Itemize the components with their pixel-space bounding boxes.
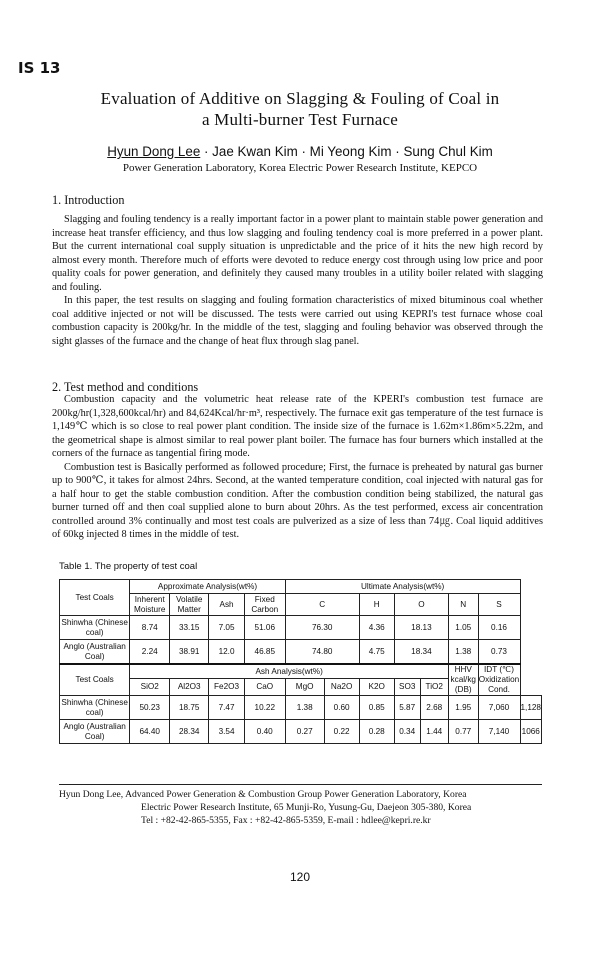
cell: 0.73 — [478, 640, 520, 665]
header-test-coals: Test Coals — [60, 664, 130, 696]
cell: 0.77 — [448, 720, 478, 744]
cell: 0.60 — [324, 696, 359, 720]
author-list — [40, 144, 560, 159]
col-header: CaO — [244, 679, 285, 696]
paragraph: In this paper, the test results on slagging and fouling formation characteristics of mixed bituminous coal whether coal additive injected or not will be discussed. The tests were carried out using KEPRI's test furnace whose coal combustion capacity is 200kg/hr. In the middle of the test, slagging and fouling behavior was observed through the sight glasses of the furnace and the change of heat flux through slag panel. — [52, 295, 543, 347]
cell: 50.23 — [130, 696, 170, 720]
page-number: 120 — [289, 870, 311, 884]
header-test-coals: Test Coals — [60, 580, 130, 616]
coal-name: Shinwha (Chinese coal) — [60, 696, 130, 720]
cell: 7.47 — [209, 696, 245, 720]
footnote-contact: Tel : +82-42-865-5355, Fax : +82-42-865-5359, E-mail : hdlee@kepri.re.kr — [141, 815, 431, 826]
cell: 0.85 — [359, 696, 394, 720]
cell: 1.44 — [420, 720, 448, 744]
session-id: IS 13 — [18, 59, 61, 77]
table-header-row — [60, 594, 542, 616]
paragraph: Combustion capacity and the volumetric heat release rate of the KPERI's combustion test furnace are 200kg/hr(1,328,600kcal/hr) and 84,624Kcal/hr·m³, respectively. The furnace exit gas temperature of the test furnace is 1,149℃ which is so close to real power plant condition. The inside size of the furnace is 1.62m×1.86m×5.22m, and the geometrical shape is almost similar to real power plant boiler. The furnace has four burners which installed at the corners of the furnace as tangential firing mode. — [52, 394, 543, 460]
footnote-divider — [59, 784, 542, 785]
cell: 1,128 — [520, 696, 542, 720]
col-header: Fe2O3 — [209, 679, 245, 696]
affiliation: Power Generation Laboratory, Korea Electric Power Research Institute, KEPCO — [122, 162, 478, 174]
paragraph: Combustion test is Basically performed as followed procedure; First, the furnace is preheated by natural gas burner up to 900℃, it takes for almost 24hrs. Second, at the wanted temperature condition, coal injected with natural gas for a half hour to get the stable combustion condition. After the combustion condition being stabilized, the natural gas burner turned off and then coal supplied alone to burn about 20hrs. As the test performed, excess air concentration controlled around 3% continually and most test coals are pulverized as a size of less than 74㎍. Coal liquid additives of 60kg injected 8 times in the middle of test. — [52, 461, 543, 541]
col-header: TiO2 — [420, 679, 448, 696]
section-heading-introduction: 1. Introduction — [52, 193, 125, 207]
cell: 0.40 — [244, 720, 285, 744]
cell: 38.91 — [170, 640, 209, 665]
cell: 2.68 — [420, 696, 448, 720]
table-caption: Table 1. The property of test coal — [59, 561, 198, 572]
cell: 1.05 — [448, 616, 478, 640]
col-header: H — [359, 594, 394, 616]
col-header: N — [448, 594, 478, 616]
cell: 33.15 — [170, 616, 209, 640]
cell: 1.38 — [285, 696, 324, 720]
cell: 0.16 — [478, 616, 520, 640]
cell: 4.36 — [359, 616, 394, 640]
cell: 0.28 — [359, 720, 394, 744]
cell: 12.0 — [209, 640, 245, 665]
method-body — [52, 393, 543, 542]
cell: 18.13 — [394, 616, 448, 640]
cell: 7,140 — [478, 720, 520, 744]
coal-name: Anglo (Australian Coal) — [60, 640, 130, 665]
header-ash: Ash Analysis(wt%) — [130, 664, 449, 679]
col-header: Fixed Carbon — [244, 594, 285, 616]
cell: 1066 — [520, 720, 542, 744]
cell: 0.22 — [324, 720, 359, 744]
title-line-2: a Multi-burner Test Furnace — [201, 110, 399, 129]
cell: 1.95 — [448, 696, 478, 720]
col-header: SO3 — [394, 679, 420, 696]
paragraph: Slagging and fouling tendency is a really important factor in a power plant to maintain stable power generation and increase heat transfer efficiency, and thus low slagging and fouling tendency coal is more preferred in a power plant. But the current international coal supply situation is unpredictable and the price of it hits the new high record by almost every month. Therefore much of efforts were devoted to reduce energy cost through using low price and poor quality coals for power generation, and definitely they caused many troubles in a utility boiler related with slagging and fouling. — [52, 214, 543, 293]
col-header: C — [285, 594, 359, 616]
cell: 18.75 — [170, 696, 209, 720]
col-header: O — [394, 594, 448, 616]
table-row — [60, 616, 542, 640]
title-line-1: Evaluation of Additive on Slagging & Fouling of Coal in — [100, 89, 500, 108]
table-row — [60, 640, 542, 665]
col-header: Na2O — [324, 679, 359, 696]
section-heading-method: 2. Test method and conditions — [52, 380, 199, 394]
col-header: K2O — [359, 679, 394, 696]
introduction-body — [52, 213, 543, 348]
first-author: Hyun Dong Lee — [107, 144, 201, 159]
cell: 28.34 — [170, 720, 209, 744]
paper-title — [40, 88, 560, 130]
cell: 64.40 — [130, 720, 170, 744]
cell: 76.30 — [285, 616, 359, 640]
col-header: Volatile Matter — [170, 594, 209, 616]
cell: 0.34 — [394, 720, 420, 744]
footnote-line: Electric Power Research Institute, 65 Munji-Ro, Yusung-Gu, Daejeon 305-380, Korea — [141, 802, 472, 813]
cell: 4.75 — [359, 640, 394, 665]
coal-name: Anglo (Australian Coal) — [60, 720, 130, 744]
header-idt: IDT (℃) Oxidization Cond. — [478, 665, 520, 694]
table-header-row — [60, 664, 542, 679]
header-approximate: Approximate Analysis(wt%) — [130, 580, 285, 594]
cell: 2.24 — [130, 640, 170, 665]
cell: 1.38 — [448, 640, 478, 665]
table-row — [60, 720, 542, 744]
coal-property-table — [59, 579, 542, 744]
col-header: MgO — [285, 679, 324, 696]
table-header-row — [60, 580, 542, 594]
col-header: Ash — [209, 594, 245, 616]
cell: 8.74 — [130, 616, 170, 640]
cell: 18.34 — [394, 640, 448, 665]
cell: 51.06 — [244, 616, 285, 640]
cell: 0.27 — [285, 720, 324, 744]
coal-name: Shinwha (Chinese coal) — [60, 616, 130, 640]
cell: 10.22 — [244, 696, 285, 720]
co-authors: · Jae Kwan Kim · Mi Yeong Kim · Sung Chul Kim — [200, 144, 493, 159]
cell: 74.80 — [285, 640, 359, 665]
footnote — [59, 788, 549, 827]
cell: 7.05 — [209, 616, 245, 640]
cell: 7,060 — [478, 696, 520, 720]
table-row — [60, 696, 542, 720]
col-header: SiO2 — [130, 679, 170, 696]
footnote-line: Hyun Dong Lee, Advanced Power Generation & Combustion Group Power Generation Laboratory, Korea — [59, 789, 467, 800]
col-header: S — [478, 594, 520, 616]
header-hhv: HHV kcal/kg (DB) — [448, 664, 478, 696]
cell: 46.85 — [244, 640, 285, 665]
cell: 3.54 — [209, 720, 245, 744]
col-header: Inherent Moisture — [130, 594, 170, 616]
header-ultimate: Ultimate Analysis(wt%) — [285, 580, 520, 594]
col-header: Al2O3 — [170, 679, 209, 696]
cell: 5.87 — [394, 696, 420, 720]
